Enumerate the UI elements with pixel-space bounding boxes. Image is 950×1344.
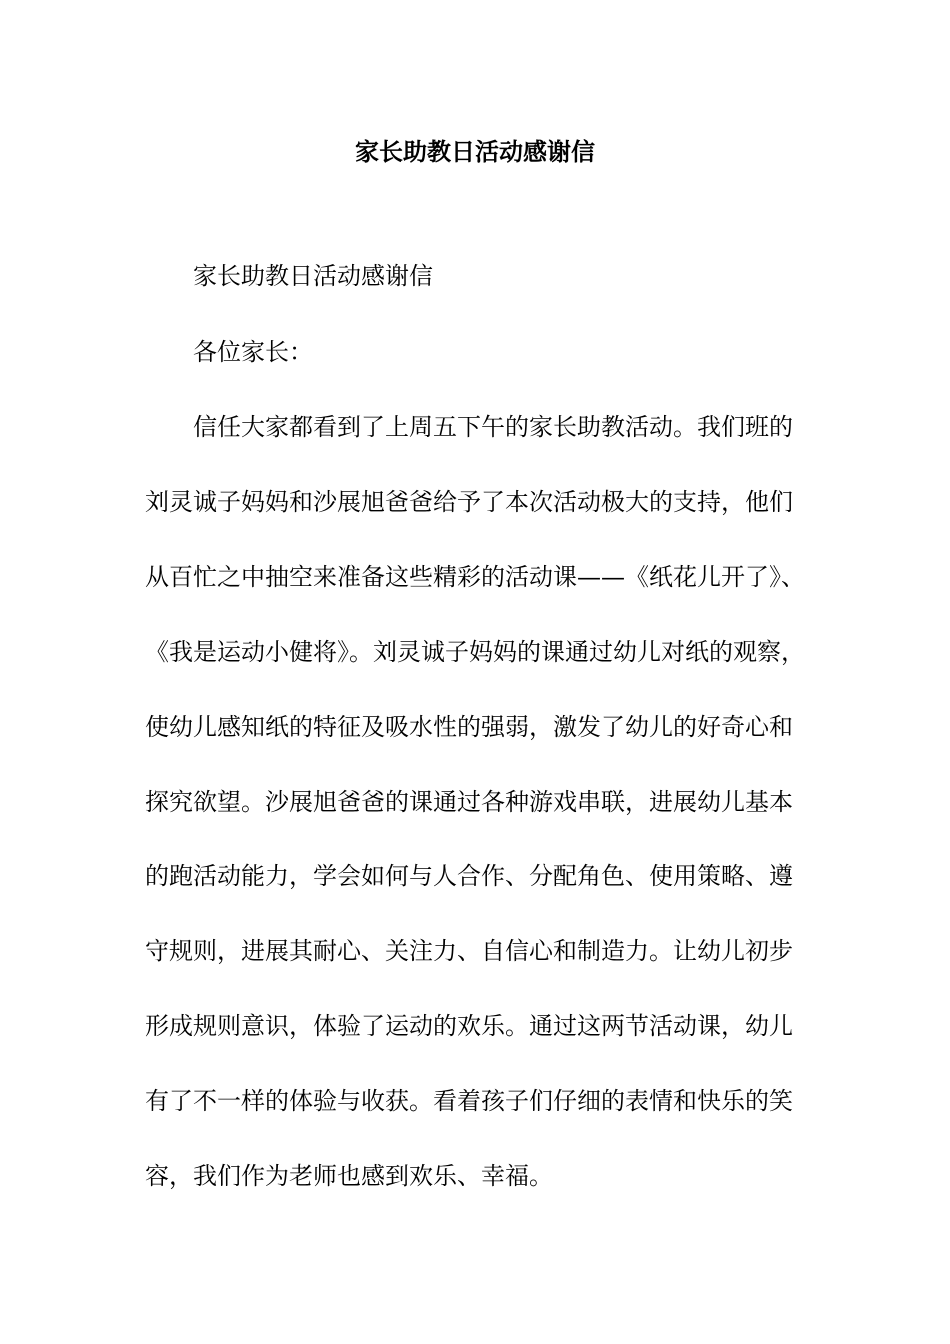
body-line: 形成规则意识，体验了运动的欢乐。通过这两节活动课，幼儿 — [145, 1012, 793, 1040]
body-line: 信任大家都看到了上周五下午的家长助教活动。我们班的 — [193, 413, 793, 441]
body-line: 的跑活动能力，学会如何与人合作、分配角色、使用策略、遵 — [145, 862, 793, 890]
body-line: 从百忙之中抽空来准备这些精彩的活动课——《纸花儿开了》、 — [145, 563, 805, 591]
body-line: 守规则，进展其耐心、关注力、自信心和制造力。让幼儿初步 — [145, 937, 793, 965]
body-line: 容，我们作为老师也感到欢乐、幸福。 — [145, 1162, 553, 1190]
document-subtitle: 家长助教日活动感谢信 — [193, 262, 433, 290]
document-title: 家长助教日活动感谢信 — [355, 138, 595, 166]
body-line: 《我是运动小健将》。刘灵诚子妈妈的课通过幼儿对纸的观察， — [145, 638, 805, 666]
body-line: 有了不一样的体验与收获。看着孩子们仔细的表情和快乐的笑 — [145, 1087, 793, 1115]
body-line: 使幼儿感知纸的特征及吸水性的强弱，激发了幼儿的好奇心和 — [145, 713, 793, 741]
body-line: 探究欲望。沙展旭爸爸的课通过各种游戏串联，进展幼儿基本 — [145, 788, 793, 816]
body-line: 刘灵诚子妈妈和沙展旭爸爸给予了本次活动极大的支持，他们 — [145, 488, 793, 516]
salutation: 各位家长： — [193, 338, 313, 366]
